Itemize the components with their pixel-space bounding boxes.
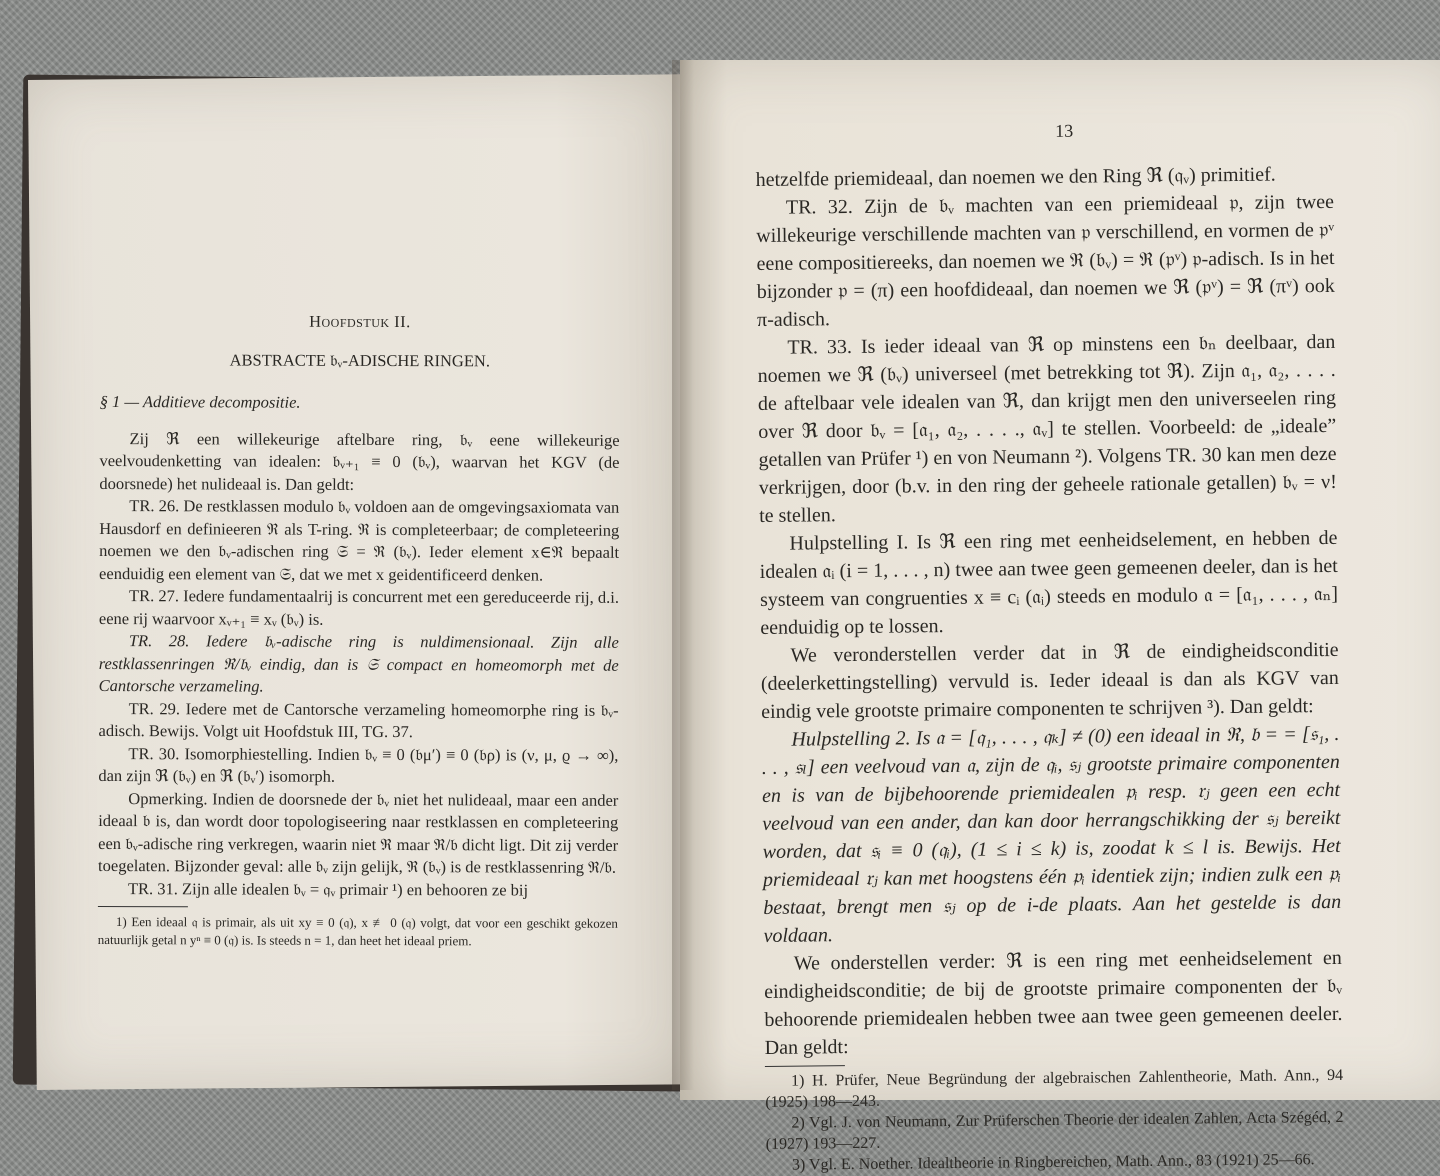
paragraph: TR. 28. Iedere 𝔟ᵥ-adische ring is nuldimensionaal. Zijn alle restklassenringen ℜ/𝔟ᵥ eindig, dan is 𝔖 compact en homeomorph met de Cantorsche verzameling. — [98, 631, 619, 696]
footnote-rule — [98, 906, 188, 907]
chapter-title: ABSTRACTE 𝔟ᵥ-ADISCHE RINGEN. — [229, 349, 491, 370]
footnote: 2) Vgl. J. von Neumann, Zur Prüferschen Theorie der idealen Zahlen, Acta Szégéd, 2 (1927) 193—227. — [765, 1108, 1344, 1153]
paragraph: hetzelfde priemideaal, dan noemen we den Ring ℜ (𝔮ᵥ) primitief. — [755, 163, 1276, 191]
paragraph: We onderstellen verder: ℜ is een ring met eenheidselement en eindigheidsconditie; de bij de grootste primaire componenten der 𝔟ᵥ behoorende priemidealen hebben twee aan twee geen gemeenen deeler. Dan geldt: — [764, 946, 1343, 1059]
footnote: 1) H. Prüfer, Neue Begründung der algebraischen Zahlentheorie, Math. Ann., 94 (1925) 198—243. — [765, 1066, 1344, 1111]
paragraph: Opmerking. Indien de doorsnede der 𝔟ᵥ niet het nulideaal, maar een ander ideaal 𝔟 is, dan wordt door topologiseering naar restklassen en completeering een 𝔟ᵥ-adische ring verkregen, waarin niet ℜ maar ℜ/𝔟 dicht ligt. Dit zij verder toegelaten. Bijzonder geval: alle 𝔟ᵥ zijn gelijk, ℜ (𝔟ᵥ) is de restklassenring ℜ/𝔟. — [98, 788, 619, 877]
paragraph: TR. 26. De restklassen modulo 𝔟ᵥ voldoen aan de omgevingsaxiomata van Hausdorf en definieeren ℜ als T-ring. ℜ is completeerbaar; de completeering noemen we den 𝔟ᵥ-adischen ring 𝔖 = ℜ (𝔟ᵥ). Ieder element x∈ℜ bepaalt eenduidig een element van 𝔖, dat we met x geidentificeerd denken. — [99, 496, 620, 585]
footnote: 1) Een ideaal 𝔮 is primair, als uit xy ≡ 0 (𝔮), x ≢ 0 (𝔮) volgt, dat voor een geschikt gekozen natuurlijk getal n yⁿ ≡ 0 (𝔮) is. Is steeds n = 1, dan heet het ideaal priem. — [97, 914, 618, 949]
paragraph: TR. 32. Zijn de 𝔟ᵥ machten van een priemideaal 𝔭, zijn twee willekeurige verschillende machten van 𝔭 verschillend, en vormen de 𝔭ᵛ eene compositiereeks, dan noemen we ℜ (𝔟ᵥ) = ℜ (𝔭ᵛ) 𝔭-adisch. Is in het bijzonder 𝔭 = (π) een hoofdideaal, dan noemen we ℜ (𝔭ᵛ) = ℜ (πᵛ) ook π-adisch. — [756, 190, 1335, 331]
paragraph: Hulpstelling I. Is ℜ een ring met eenheidselement, en hebben de idealen 𝔞ᵢ (i = 1, . . . , n) twee aan twee geen gemeenen deeler, dan is het systeem van congruenties x ≡ cᵢ (𝔞ᵢ) steeds en modulo 𝔞 = [𝔞₁, . . . , 𝔞ₙ] eenduidig op te lossen. — [759, 526, 1339, 639]
paragraph: TR. 30. Isomorphiestelling. Indien 𝔟ᵥ ≡ 0 (𝔟μ′) ≡ 0 (𝔟ρ) is (ν, μ, ϱ → ∞), dan zijn ℜ (𝔟ᵥ) en ℜ (𝔟ᵥ′) isomorph. — [98, 743, 619, 786]
book-spine — [672, 60, 694, 1090]
paragraph: TR. 33. Is ieder ideaal van ℜ op minstens een 𝔟ₙ deelbaar, dan noemen we ℜ (𝔟ᵥ) universeel (met betrekking tot ℜ). Zijn 𝔞₁, 𝔞₂, . . . . de aftelbaar vele idealen van ℜ, dan krijgt men den universeelen ring over ℜ door 𝔟ᵥ = [𝔞₁, 𝔞₂, . . . ., 𝔞ᵥ] te stellen. Voorbeeld: de „ideale” getallen van Prüfer ¹) en von Neumann ²). Volgens TR. 30 kan men deze verkrijgen, door (b.v. in den ring der geheele rationale getallen) 𝔟ᵥ = ν! te stellen. — [757, 330, 1337, 527]
section-heading: § 1 — Additieve decompositie. — [99, 391, 301, 412]
chapter-label: Hoofdstuk II. — [309, 311, 411, 332]
footnote-rule — [765, 1065, 845, 1067]
paragraph: Hulpstelling 2. Is 𝔞 = [𝔮₁, . . . , 𝔮ₖ] ≠ (0) een ideaal in ℜ, 𝔟 = = [𝔰₁, . . . , 𝔰ₗ] een veelvoud van 𝔞, zijn de 𝔮ᵢ, 𝔰ⱼ grootste primaire componenten en is van de bijbehoorende priemidealen 𝔭ᵢ resp. 𝔯ⱼ geen een echt veelvoud van een ander, dan kan door herrangschikking der 𝔰ⱼ bereikt worden, dat 𝔰ᵢ ≡ 0 (𝔮ᵢ), (1 ≤ i ≤ k) is, zoodat k ≤ l is. Bewijs. Het priemideaal 𝔯ⱼ kan met hoogstens één 𝔭ᵢ identiek zijn; indien zulk een 𝔭ᵢ bestaat, brengt men 𝔰ⱼ op de i-de plaats. Aan het gestelde is dan voldaan. — [761, 722, 1342, 947]
page-number: 13 — [1055, 120, 1074, 141]
left-page-text — [98, 310, 620, 951]
footnote: 3) Vgl. E. Noether. Idealtheorie in Ringbereichen, Math. Ann., 83 (1921) 25—66. — [791, 1151, 1315, 1174]
right-page-text — [755, 114, 1344, 1176]
paragraph: TR. 31. Zijn alle idealen 𝔟ᵥ = 𝔮ᵥ primair ¹) en behooren ze bij — [127, 878, 529, 899]
paragraph: TR. 29. Iedere met de Cantorsche verzameling homeomorphe ring is 𝔟ᵥ-adisch. Bewijs. Volgt uit Hoofdstuk III, TG. 37. — [98, 698, 619, 742]
paragraph: Zij ℜ een willekeurige aftelbare ring, 𝔟ᵥ eene willekeurige veelvoudenketting van idealen: 𝔟ᵥ₊₁ ≡ 0 (𝔟ᵥ), waarvan het KGV (de doorsnede) het nulideaal is. Dan geldt: — [99, 428, 620, 494]
paragraph: We veronderstellen verder dat in ℜ de eindigheidsconditie (deelerkettingstelling) vervuld is. Ieder ideaal is dan als KGV van eindig vele grootste primaire componenten te schrijven ³). Dan geldt: — [760, 638, 1339, 723]
paragraph: TR. 27. Iedere fundamentaalrij is concurrent met een gereduceerde rij, d.i. eene rij waarvoor xᵥ₊₁ ≡ xᵥ (𝔟ᵥ) is. — [98, 586, 620, 629]
